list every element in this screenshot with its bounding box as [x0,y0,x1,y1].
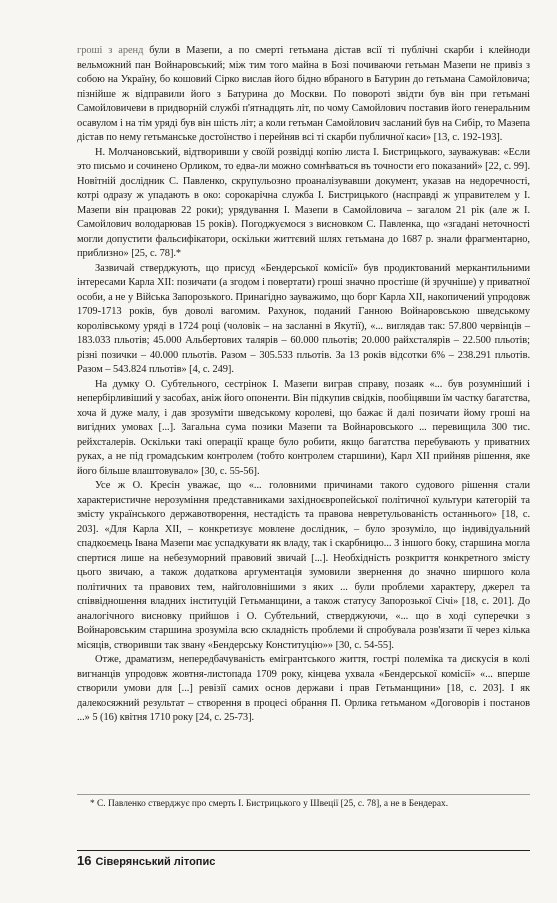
paragraph-1-text: були в Мазепи, а по смерті гетьмана дістав всії ті публічні скарби і клейноди вельможний пан Войнаровський; між тим того майна в Бозі почиваючи гетьман Мазепи не привіз з собою на Україну, бо кошовий Сірко вислав його бідно вбраного в Батурин до гетьмана Самойловича; пізнійше ж відправили його з Батурина до Москви. По повороті звідти був він при гетьмані Самойловичеви в придворній службі п'ятнадцять літ, по чому Самойлович поставив його генеральним осавулом і на тім уряді був він шість літ; а коли гетьман Самойлович засланий був на Сибір, то Мазепа дістав по нему гетьманське достоїнство і перейняв всі ті скарби публичної каси» [13, с. 192-193]. [77,45,530,143]
paragraph-1 [77,44,530,146]
footer-divider [77,850,530,851]
page-number: 16 [77,853,92,868]
journal-title: Сіверянський літопис [95,856,216,868]
paragraph-4: На думку О. Субтельного, сестрінок І. Мазепи виграв справу, позаяк «... був розумніший і непербірливіший у засобах, аніж його опоненти. Він підкупив свідків, пообіцявши їм частку багатства, хоча й дуже малу, і дав зрозуміти шведському королеві, що бажає й далі позичати йому гроші на вигідних умовах [...]. Загальна сума позики Мазепи та Войнаровського ... перевищила 300 тис. рейхсталерів. Оскільки такі операції краще було робити, якщо багатства перебувають у приватних руках, а не під громадським контролем (тобто контролем старшини), Карл ХІІ прийняв рішення, яке його більше влаштовувало» [30, с. 55-56]. [77,378,530,477]
paragraph-6: Отже, драматизм, непередбачуваність емігрантського життя, гострі полеміка та дискусія в колі вигнанців упродовж жовтня-листопада 1709 року, кінцева ухвала «Бендерської комісії» «... вперше створили умови для [...] ревізії самих основ держави і прав Гетьманщини» [18, с. 203]. І як далекосяжний результат – створення в процесі обрання П. Орлика гетьманом «Договорів і постанов ...» 5 (16) квітня 1710 року [24, с. 25-73]. [77,654,530,723]
footnote: * С. Павленко стверджує про смерть І. Бистрицького у Швеції [25, с. 78], а не в Бендерах. [90,799,449,809]
footnote-divider [77,794,530,795]
paragraph-2: Н. Молчановський, відтворивши у своїй розвідці копію листа І. Бистрицького, зауважував: «Если это письмо и сочинено Орликом, то едва-ли можно сомнѣваться въ точности его показаний» [22, с. 99]. Новітній дослідник С. Павленко, скрупульозно проаналізувавши документ, указав на недоречності, котрі одразу ж упадають в око: сорокарічна служба І. Бистрицького (насправді ж управителем у І. Мазепи він працював 22 роки); урядування І. Мазепи в Самойловича – загалом 21 рік (але ж І. Самойлович володарював 15 років). Погоджуємося з висновком С. Павленка, що «згадані неточності могли допустити фальсифікатори, оскільки життєвий шлях гетьмана до 1687 р. знали фрагментарно, приблизно» [25, с. 78].* [77,146,530,259]
paragraph-1-faded-start: гроші з аренд [77,45,144,56]
paragraph-3: Зазвичай стверджують, що присуд «Бендерської комісії» був продиктований меркантильними інтересами Карла ХІІ: позичати (а згодом і повертати) гроші значно простіше (й зручніше) у приватної особи, а не у Війська Запорозького. Принагідно зауважимо, що борг Карла ХІІ, накопичений упродовж 1709-1713 років, був доволі вагомим. Рахунок, поданий Ганною Войнаровською шведському королівському уряді в 1724 році (чоловік – на засланні в Якутії), «... виглядав так: 57.800 червінців – 183.033 пльотів; 45.000 Альбертових талярів – 60.000 пльотів; 20.000 райхсталярів – 22.500 пльотів; різні позички – 40.000 пльотів. Разом – 305.533 пльотів. За 13 років відсотки 6% – 238.291 пльотів. Разом – 543.824 пльотів» [4, с. 249]. [77,262,530,375]
paragraph-5: Усе ж О. Кресін уважає, що «... головними причинами такого судового рішення стали характеристичне нерозуміння представниками західноєвропейської політичної культури категорій та змісту українського державотворення, нестадість та правова невретульованість останнього» [18, с. 203]. «Для Карла ХІІ, – конкретизує мовлене дослідник, – було зрозуміло, що індивідуальний спадкоємець Івана Мазепи має успадкувати як владу, так і скарбницю... З іншого боку, старшина могла спертися лише на небезуморний правовий звичай [...]. Необхідність розкриття конкретного змісту цього звичаю, а також додаткова аргументація зумовили звернення до значно ширшого кола політичних та правових тем, найголовнішими з яких ... були проблеми характеру, джерел та співвідношення владних інституцій Гетьманщини, а також статусу Запорозької Січі» [18, с. 201]. До аналогічного висновку прийшов і О. Субтельний, стверджуючи, «... що в ході суперечки з Войнаровським старшина зрозуміла всю складність проблеми й спробувала розв'язати її через кілька місяців, створивши так звану «Бендерську Конституцію»» [30, с. 54-55]. [77,480,530,651]
article-body [77,44,530,726]
page-footer [77,853,215,868]
